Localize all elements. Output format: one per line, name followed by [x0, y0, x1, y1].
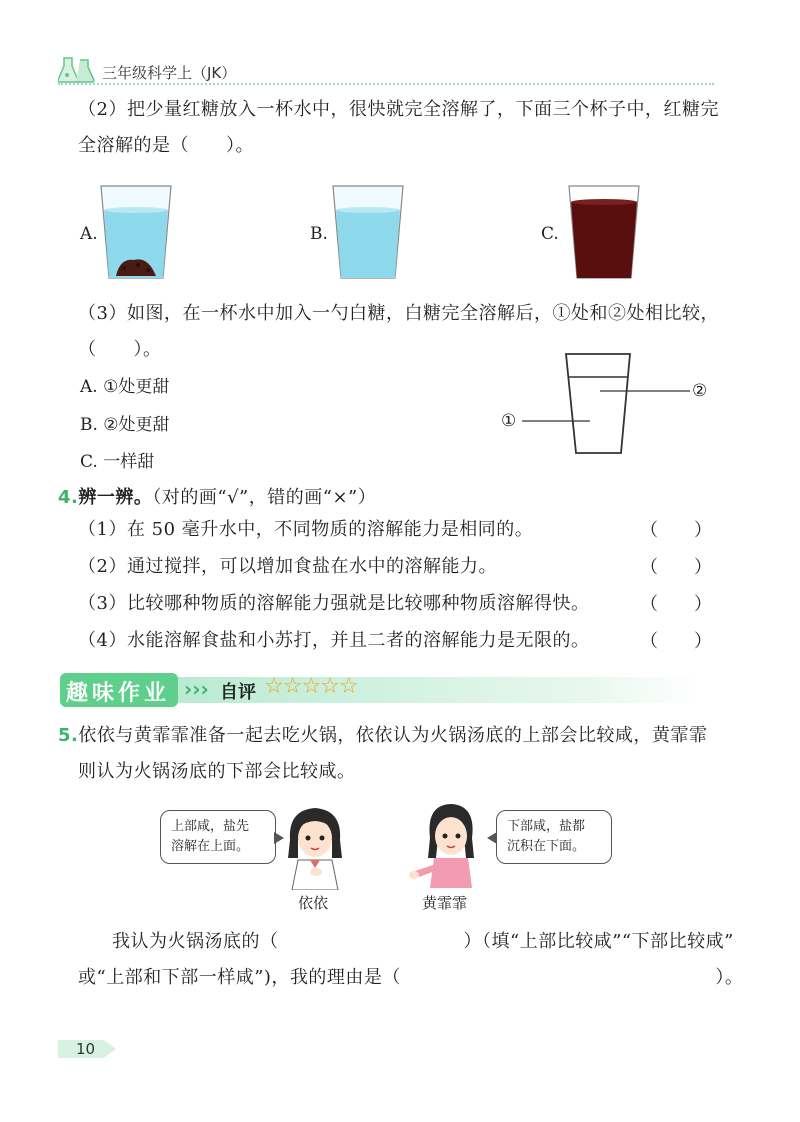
q3-option-a: A. ①处更甜	[80, 377, 170, 397]
header-divider	[58, 83, 714, 85]
q2-line1: （2）把少量红糖放入一杯水中，很快就完全溶解了，下面三个杯子中，红糖完	[78, 99, 719, 120]
q4-answer-blank-1[interactable]: （ ）	[640, 520, 712, 541]
speech-bubble-left	[160, 810, 276, 864]
speech-bubble-right	[496, 810, 612, 864]
q4-number: 4.	[58, 487, 79, 508]
header-logo-icon	[58, 56, 96, 84]
self-eval-stars[interactable]: ☆☆☆☆☆	[264, 674, 358, 699]
header-title: 三年级科学上（JK）	[102, 64, 237, 82]
q5-answer-line2[interactable]: 或“上部和下部一样咸”)，我的理由是（ ）。	[78, 967, 744, 988]
q2-line2: 全溶解的是（ ）。	[78, 135, 254, 156]
q4-answer-blank-4[interactable]: （ ）	[640, 631, 712, 652]
bubble-right-line2: 沉积在下面。	[507, 839, 586, 854]
bubble-left-line2: 溶解在上面。	[171, 839, 250, 854]
bubble-left-line1: 上部咸，盐先	[171, 819, 250, 834]
girl-huangfeifei-image	[408, 798, 488, 890]
fun-homework-banner	[60, 673, 700, 707]
banner-self-eval: 自评	[220, 682, 256, 703]
q5-line1-text: 依依与黄霏霏准备一起去吃火锅，依依认为火锅汤底的上部会比较咸，黄霏霏	[78, 725, 708, 746]
q2-option-a-label: A.	[80, 224, 98, 244]
q4-item-3: （3）比较哪种物质的溶解能力强就是比较哪种物质溶解得快。	[78, 593, 590, 614]
q5-answer-line1[interactable]: 我认为火锅汤底的（ ）（填“上部比较咸”“下部比较咸”	[112, 931, 734, 952]
name-yiyi: 依依	[298, 894, 329, 912]
q2-cup-b-image	[330, 182, 406, 282]
banner-title: 趣味作业	[66, 681, 171, 706]
q4-answer-blank-2[interactable]: （ ）	[640, 557, 712, 578]
q4-item-2: （2）通过搅拌，可以增加食盐在水中的溶解能力。	[78, 556, 497, 577]
q4-answer-blank-3[interactable]: （ ）	[640, 594, 712, 615]
q2-cup-a-image	[98, 182, 174, 282]
q2-cup-c-image	[566, 182, 642, 282]
q5-line1	[58, 722, 707, 750]
q3-marker-2: ②	[692, 381, 708, 401]
q3-line2: （ ）。	[78, 339, 162, 360]
q3-option-c: C. 一样甜	[80, 452, 155, 472]
q4-item-1: （1）在 50 毫升水中，不同物质的溶解能力是相同的。	[78, 519, 534, 540]
q4-instruction: （对的画“√”，错的画“×”）	[152, 487, 377, 508]
q3-cup-diagram	[490, 345, 720, 460]
q2-option-c-label: C.	[541, 224, 559, 244]
girl-yiyi-image	[280, 800, 350, 890]
q3-marker-1: ①	[501, 411, 517, 431]
bubble-right-line1: 下部咸，盐都	[507, 819, 586, 834]
q5-number: 5.	[58, 725, 79, 746]
q5-line2: 则认为火锅汤底的下部会比较咸。	[78, 761, 356, 782]
banner-arrows-icon: ›››	[184, 677, 209, 701]
q3-line1: （3）如图，在一杯水中加入一勺白糖，白糖完全溶解后，①处和②处相比较，	[78, 303, 719, 324]
q3-option-b: B. ②处更甜	[80, 415, 170, 435]
page-number: 10	[76, 1040, 96, 1058]
q4-title: 辨一辨。	[78, 487, 153, 508]
q2-option-b-label: B.	[310, 224, 328, 244]
q4-item-4: （4）水能溶解食盐和小苏打，并且二者的溶解能力是无限的。	[78, 630, 590, 651]
name-huangfeifei: 黄霏霏	[422, 894, 468, 912]
q4-header	[58, 484, 376, 512]
